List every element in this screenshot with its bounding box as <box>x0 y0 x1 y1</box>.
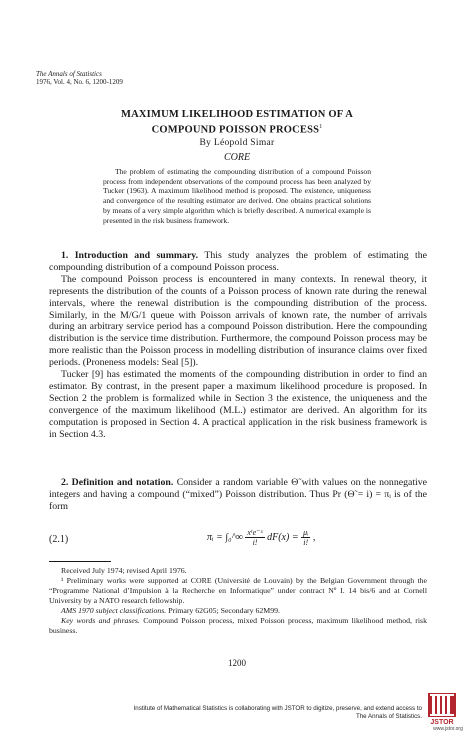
affiliation: CORE <box>223 152 251 163</box>
jstor-logo-text: JSTOR <box>430 719 454 726</box>
fraction-2-denominator: i! <box>303 538 309 547</box>
paper-title <box>60 108 414 137</box>
jstor-logo-icon <box>424 692 460 726</box>
footnote-1: ¹ Preliminary works were supported at CORE (Université de Louvain) by the Belgian Government through the “Programme National d’Impulsion à la Recherche en Informatique” under contract Nº I. 14 bis/6 and at Cornell University by a NATO research fellowship. <box>49 576 427 605</box>
equation-number: (2.1) <box>49 534 69 545</box>
fraction-2 <box>301 528 310 547</box>
title-line-1: MAXIMUM LIKELIHOOD ESTIMATION OF A <box>121 109 353 120</box>
fraction-1-numerator: xⁱe⁻ˣ <box>247 528 263 537</box>
abstract <box>103 167 371 225</box>
ams-text: Primary 62G05; Secondary 62M99. <box>168 606 280 615</box>
received-date: Received July 1974; revised April 1976. <box>61 566 187 575</box>
equation-middle: dF(x) = <box>267 531 299 543</box>
section-1-para-3: Tucker [9] has estimated the moments of the compounding distribution in order to find an estimator. By contrast, in the present paper a maximum likelihood procedure is proposed. In Section 2 the problem is formalized while in Section 3 the existence, the uniqueness and the convergence of the maximum likelihood (M.L.) estimator are derived. An algorithm for its computation is proposed in Section 4. A practical application in the risk business framework is in Section 4.3. <box>49 369 427 440</box>
footnotes <box>49 566 427 636</box>
section-1-para-1: This study analyzes the problem of estimating the compounding distribution of a compound Poisson process. <box>49 250 427 273</box>
journal-citation <box>36 70 123 86</box>
fraction-1 <box>245 528 264 547</box>
section-2-text: Consider a random variable Θ̃ with values on the nonnegative integers and having a compound (“mixed”) Poisson distribution. Thus Pr (Θ̃ = i) = πᵢ is of the form <box>49 477 428 512</box>
section-2-heading: 2. Definition and notation. <box>61 477 174 488</box>
equation-2-1 <box>49 528 427 554</box>
section-1-para-2: The compound Poisson process is encountered in many contexts. In renewal theory, it represents the distribution of the counts of a Poisson process of known rate during the renewal intervals, where the renewal distribution is the compounding distribution of the process. Similarly, in the M/G/1 queue with Poisson arrivals of known rate, the number of arrivals during an arbitrary service period has a compound Poisson distribution. Here the compounding distribution is the service time distribution. Furthermore, the compound Poisson process may be more realistic than the Poisson process in modelling distribution of insurance claims over fixed periods. (Proneness models: Seal [5]). <box>49 273 427 369</box>
abstract-text: The problem of estimating the compounding distribution of a compound Poisson process from independent observations of the compound process has been analyzed by Tucker (1963). A maximum likelihood method is proposed. The existence, uniqueness and convergence of the resulting estimator are derived. One obtains practical solutions by means of a very simple algorithm which is briefly described. A numerical example is presented in the risk business framework. <box>103 167 371 225</box>
ams-label: AMS 1970 subject classifications. <box>61 606 167 615</box>
equation-formula <box>207 528 315 547</box>
title-line-2: COMPOUND POISSON PROCESS <box>151 124 320 136</box>
fraction-2-numerator: μᵢ <box>303 528 309 537</box>
section-1-heading: 1. Introduction and summary. <box>61 250 199 261</box>
jstor-notice-line-1: Institute of Mathematical Statistics is collaborating with JSTOR to digitize, preserve, and extend access to <box>133 705 422 712</box>
title-footnote-mark: 1 <box>319 124 323 130</box>
keywords-label: Key words and phrases. <box>61 616 140 625</box>
section-1 <box>49 250 427 441</box>
author: By Léopold Simar <box>199 138 275 148</box>
jstor-notice <box>134 705 422 721</box>
page-number: 1200 <box>228 658 246 668</box>
equation-lhs: πᵢ = ∫₀^∞ <box>207 531 243 543</box>
fraction-1-denominator: i! <box>252 538 258 547</box>
journal-issue: 1976, Vol. 4, No. 6, 1200-1209 <box>36 78 123 86</box>
footnote-divider <box>49 561 111 562</box>
journal-name: The Annals of Statistics <box>36 70 102 78</box>
section-2 <box>49 477 427 513</box>
jstor-url[interactable]: www.jstor.org <box>433 726 463 732</box>
keywords-text: Compound Poisson process, mixed Poisson process, maximum likelihood method, risk business. <box>49 616 427 635</box>
jstor-logo[interactable] <box>424 692 460 726</box>
jstor-notice-line-2: The Annals of Statistics. <box>355 713 422 720</box>
equation-end: , <box>312 531 316 543</box>
